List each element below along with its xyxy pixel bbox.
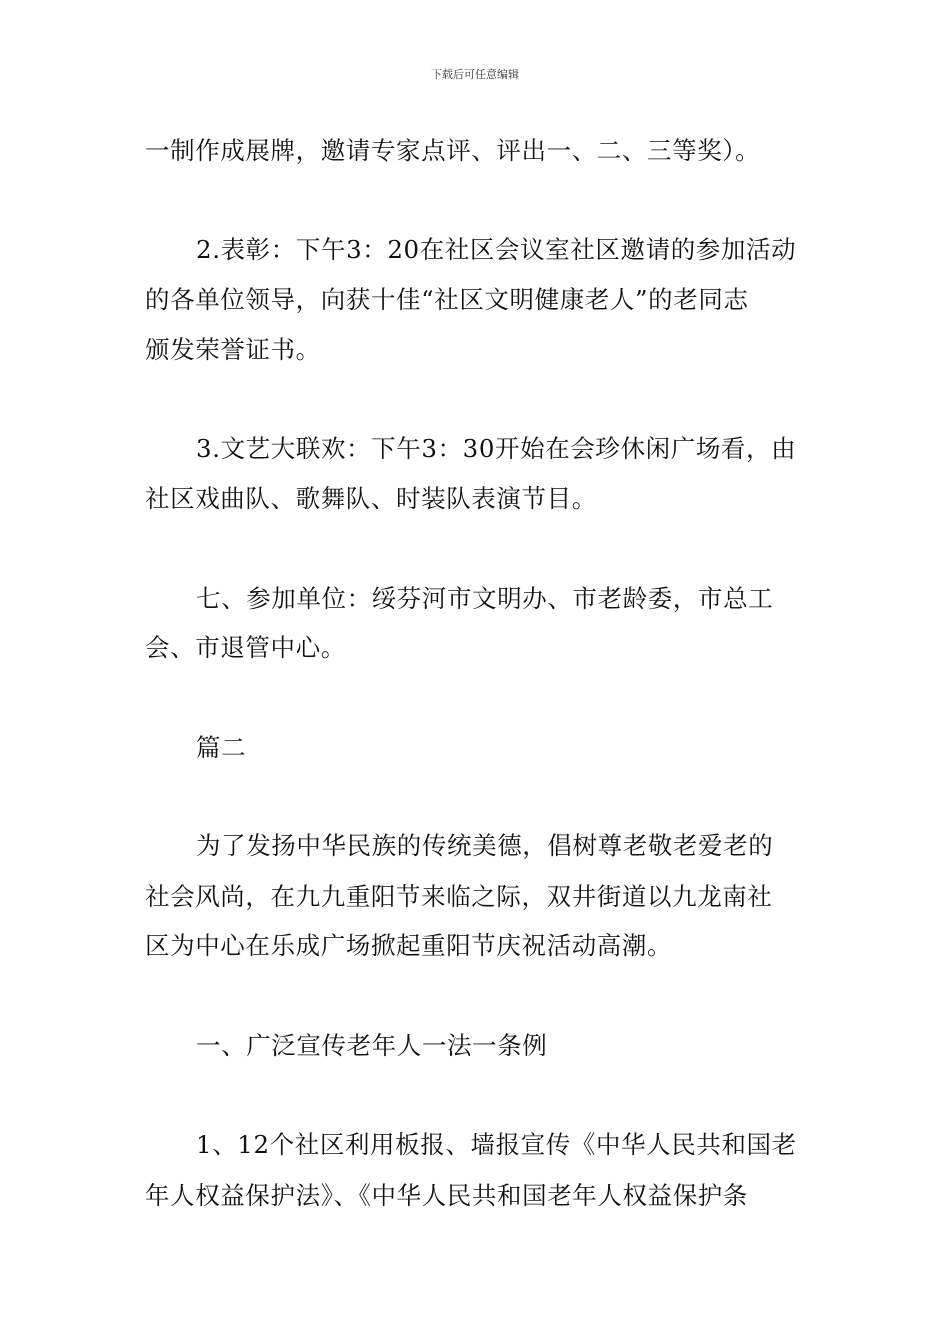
paragraph-line: 的各单位领导，向获十佳“社区文明健康老人”的老同志 xyxy=(145,285,749,314)
paragraph-line: 2.表彰：下午3：20在社区会议室社区邀请的参加活动 xyxy=(196,235,797,264)
paragraph-line: 社会风尚，在九九重阳节来临之际，双井街道以九龙南社 xyxy=(145,882,773,911)
header-note: 下载后可任意编辑 xyxy=(431,68,519,81)
paragraph-line: 年人权益保护法》、《中华人民共和国老年人权益保护条 xyxy=(145,1181,748,1210)
paragraph-line: 颁发荣誉证书。 xyxy=(145,335,321,364)
paragraph-line: 七、参加单位：绥芬河市文明办、市老龄委，市总工 xyxy=(196,584,774,613)
paragraph-line: 一制作成展牌，邀请专家点评、评出一、二、三等奖）。 xyxy=(145,136,761,165)
section-heading: 篇二 xyxy=(196,733,247,762)
paragraph-line: 会、市退管中心。 xyxy=(145,633,346,662)
paragraph-line: 区为中心在乐成广场掀起重阳节庆祝活动高潮。 xyxy=(145,931,673,960)
paragraph-line: 1、12个社区利用板报、墙报宣传《中华人民共和国老 xyxy=(196,1130,797,1159)
paragraph-line: 3.文艺大联欢：下午3：30开始在会珍休闲广场看，由 xyxy=(196,434,797,463)
paragraph-line: 社区戏曲队、歌舞队、时装队表演节目。 xyxy=(145,484,597,513)
paragraph-line: 为了发扬中华民族的传统美德，倡树尊老敬老爱老的 xyxy=(196,831,774,860)
section-heading: 一、广泛宣传老年人一法一条例 xyxy=(196,1031,548,1060)
